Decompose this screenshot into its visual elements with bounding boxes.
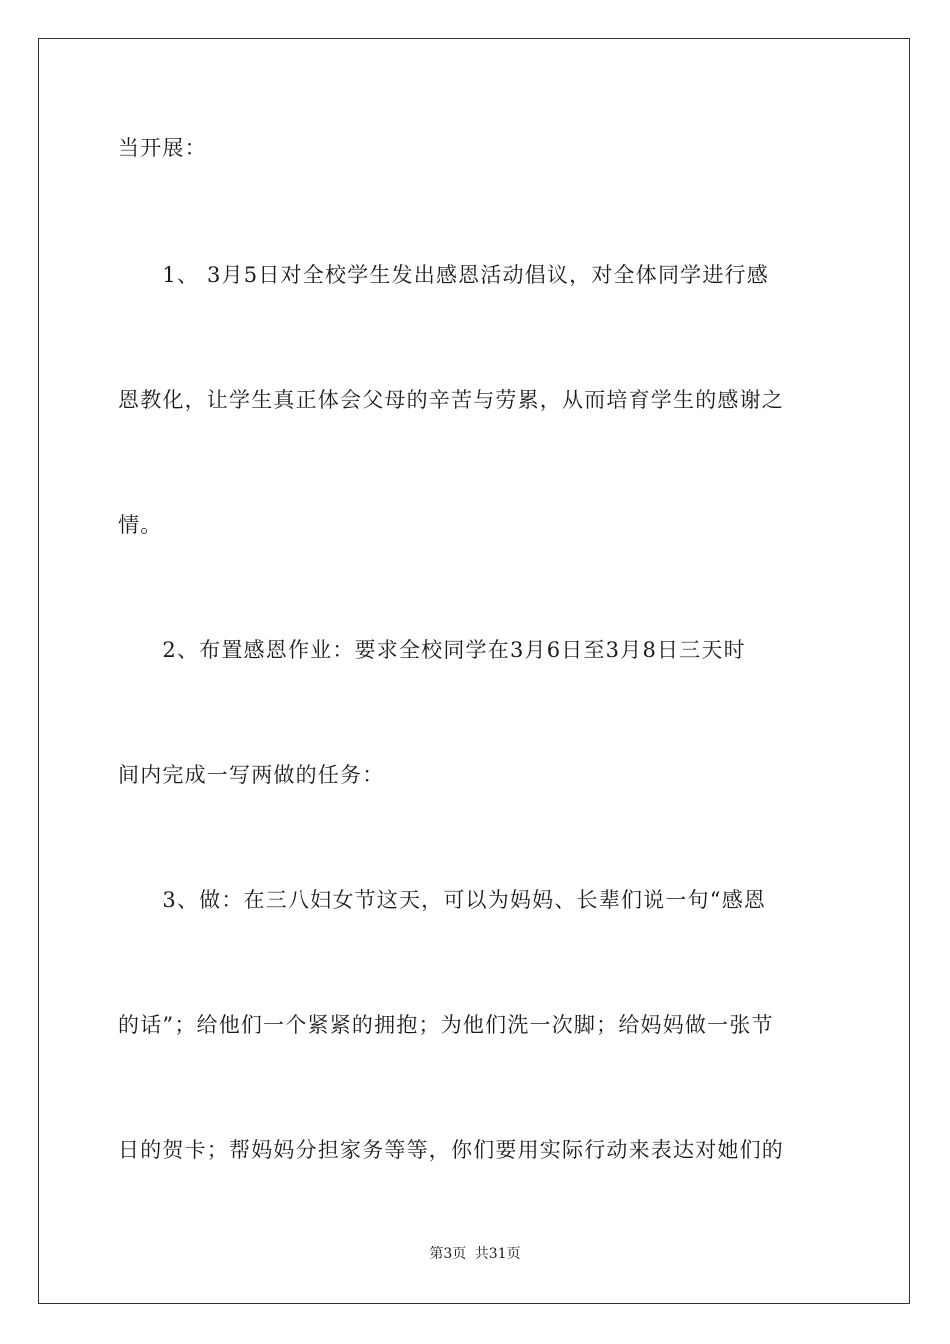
page-footer	[0, 1244, 950, 1264]
text-line: 当开展：	[118, 136, 207, 160]
text-line: 1、 3月5日对全校学生发出感恩活动倡议，对全体同学进行感	[118, 263, 769, 287]
text-line: 间内完成一写两做的任务：	[118, 763, 385, 787]
text-line: 恩教化，让学生真正体会父母的辛苦与劳累，从而培育学生的感谢之	[118, 388, 784, 412]
page-border	[38, 38, 910, 1304]
text-line: 情。	[118, 513, 163, 537]
page-number: 第3页	[429, 1246, 467, 1262]
text-line: 3、做：在三八妇女节这天，可以为妈妈、长辈们说一句“感恩	[118, 888, 767, 912]
text-line: 的话”；给他们一个紧紧的拥抱；为他们洗一次脚；给妈妈做一张节	[118, 1013, 774, 1037]
page-total: 共31页	[474, 1246, 521, 1262]
text-line: 日的贺卡；帮妈妈分担家务等等，你们要用实际行动来表达对她们的	[118, 1138, 784, 1162]
text-line: 2、布置感恩作业：要求全校同学在3月6日至3月8日三天时	[118, 638, 746, 662]
